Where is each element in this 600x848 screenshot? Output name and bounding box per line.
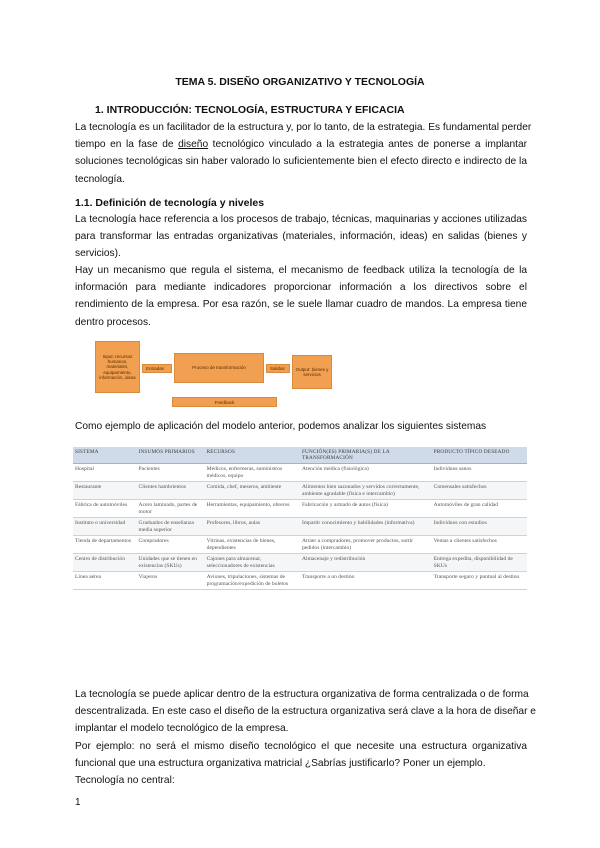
table-cell: Línea aérea [73,572,137,590]
diagram-feedback-arrow: Feedback [172,397,277,407]
page-title: TEMA 5. DISEÑO ORGANIZATIVO Y TECNOLOGÍA [175,76,425,88]
table-cell: Individuos sanos [432,464,527,482]
underlined-word: diseño [178,139,209,151]
table-cell: Médicos, enfermeras, suministros médicos, equipo [205,464,300,482]
table-cell: Tienda de departamentos [73,536,137,554]
table-cell: Profesores, libros, aulas [205,518,300,536]
table-header: INSUMOS PRIMARIOS [137,447,205,464]
text-line: rendimiento de la empresa. Por esa razón, se le suele llamar cuadro de mandos. La empresa tiene [75,299,527,311]
paragraph-table-intro [75,418,527,435]
section-heading-1-1: 1.1. Definición de tecnología y niveles [75,197,265,209]
table-cell: Hospital [73,464,137,482]
table-cell: Compradores [137,536,205,554]
table-cell: Herramientas, equipamiento, obreros [205,500,300,518]
text-line: información para mediante indicadores proporcionar información a los directivos sobre el [75,282,527,294]
text-line: soluciones tecnológicas sin haber valorado lo suficientemente bien el efecto directo e indirecto de la [75,156,527,168]
paragraph-feedback [75,262,527,331]
table-cell: Fabricación y armado de autos (física) [300,500,432,518]
table-cell: Instituto o universidad [73,518,137,536]
table-cell: Cajones para almacenar, seleccionadores de existencias [205,554,300,572]
table-header: PRODUCTO TÍPICO DESEADO [432,447,527,464]
process-diagram [95,335,350,411]
table-cell: Automóviles de gran calidad [432,500,527,518]
page-number: 1 [75,797,81,808]
table-row [73,536,527,554]
systems-table [73,447,527,590]
text-line: La tecnología se puede aplicar dentro de la estructura organizativa de forma centralizada o de forma [75,689,529,700]
text-line: descentralizada. En este caso el diseño de la estructura organizativa será clave a la hora de diseñar e [75,706,536,718]
text-line: La tecnología es un facilitador de la estructura y, por lo tanto, de la estrategia. Es fundamental perder [75,122,532,133]
table-cell: Unidades que se tienen en existencias (SKUs) [137,554,205,572]
table-cell: Fábrica de automóviles [73,500,137,518]
table-cell: Entrega expedita, disponibilidad de SKUs [432,554,527,572]
table-cell: Almacenaje y redistribución [300,554,432,572]
diagram-inputs-box: Input: recursos humanos, materiales, equipamiento, información, ideas [95,341,140,393]
table-cell: Clientes hambrientos [137,482,205,500]
table-cell: Atención médica (fisiológica) [300,464,432,482]
table-cell: Acero laminado, partes de motor [137,500,205,518]
text-line: funcional que una estructura organizativa matricial ¿Sabrías justificarlo? Poner un ejemplo. [75,758,486,770]
table-cell: Vitrinas, existencias de bienes, dependientes [205,536,300,554]
table-cell: Impartir conocimiento y habilidades (informativa) [300,518,432,536]
text-line: para transformar las entradas organizativas (materiales, información, ideas) en salidas (bienes y [75,231,527,243]
text-line: Hay un mecanismo que regula el sistema, el mecanismo de feedback utiliza la tecnología de la [75,265,527,276]
paragraph-intro [75,119,532,188]
paragraph-non-central [75,772,527,789]
table-row [73,482,527,500]
section-heading-1: 1. INTRODUCCIÓN: TECNOLOGÍA, ESTRUCTURA Y EFICACIA [95,104,405,116]
table-header: FUNCIÓN(ES) PRIMARIA(S) DE LA TRANSFORMACIÓN [300,447,432,464]
table-row [73,554,527,572]
paragraph-example [75,738,527,772]
diagram-process-box: Proceso de transformación [174,353,264,383]
table-cell: Viajeros [137,572,205,590]
table-row [73,500,527,518]
text-line [75,136,527,153]
text-line: Como ejemplo de aplicación del modelo anterior, podemos analizar los siguientes sistemas [75,421,487,432]
table-cell: Centro de distribución [73,554,137,572]
table-cell: Transporte a un destino [300,572,432,590]
text-line: tecnología. [75,173,125,185]
table-cell: Transporte seguro y puntual al destino [432,572,527,590]
table-cell: Aviones, tripulaciones, sistemas de programación/expedición de boletos [205,572,300,590]
table-cell: Restaurante [73,482,137,500]
diagram-salidas-arrow: Salidas [266,364,290,373]
table-cell: Individuos con estudios [432,518,527,536]
table-header-row [73,447,527,464]
table-cell: Atraer a compradores, promover productos, surtir pedidos (intercambio) [300,536,432,554]
text-line: Por ejemplo: no será el mismo diseño tecnológico el que necesite una estructura organizativa [75,741,527,752]
text-line: Tecnología no central: [75,775,175,786]
diagram-outputs-box: Output: bienes y servicios [292,355,332,389]
paragraph-centralization [75,686,536,738]
text-line: dentro procesos. [75,316,151,328]
table-header: RECURSOS [205,447,300,464]
table-cell: Alimentos bien sazonados y servidos correctamente, ambiente agradable (física e intercambio) [300,482,432,500]
table-cell: Pacientes [137,464,205,482]
table-cell: Graduados de enseñanza media superior [137,518,205,536]
table-row [73,464,527,482]
table-cell: Ventas a clientes satisfechos [432,536,527,554]
diagram-entradas-arrow: Entradas [142,364,172,373]
table-cell: Comensales satisfechos [432,482,527,500]
table-row [73,572,527,590]
table-row [73,518,527,536]
table-header: SISTEMA [73,447,137,464]
text-span: tecnológico vinculado a la estrategia antes de ponerse a implantar [208,139,528,151]
text-line: La tecnología hace referencia a los procesos de trabajo, técnicas, maquinarias y acciones utilizadas [75,214,527,225]
text-line: implantar el modelo tecnológico de la empresa. [75,723,289,735]
paragraph-definition [75,211,527,263]
table-cell: Comida, chef, meseros, ambiente [205,482,300,500]
text-line: servicios). [75,248,121,260]
text-span: tiempo en la fase de [75,139,179,151]
